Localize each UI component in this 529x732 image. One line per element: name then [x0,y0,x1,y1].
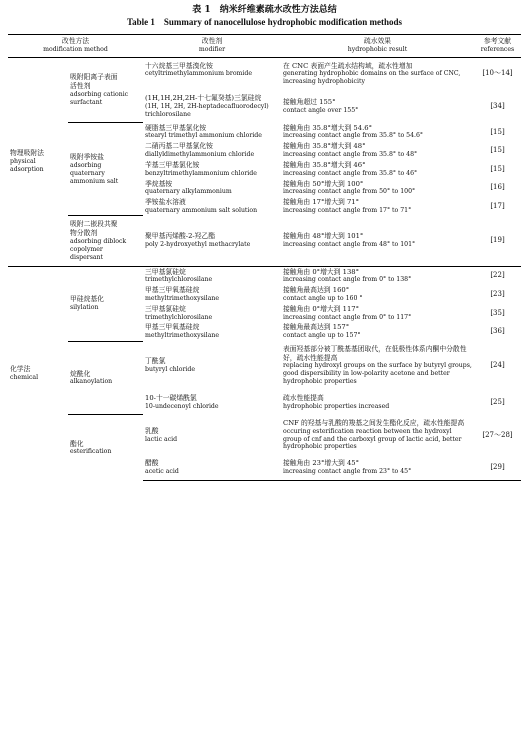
reference-cell: [23] [490,290,505,299]
table-row [8,266,521,285]
sub-esterification: 酯化 esterification [68,415,143,481]
header-result: 疏水效果 hydrophobic result [281,35,474,58]
reference-cell: [25] [490,398,505,407]
modifier-cell: 硬脂基三甲基氯化铵 stearyl trimethyl ammonium chloride [145,123,262,140]
header-method: 改性方法 modification method [8,35,143,58]
reference-cell: [15] [490,164,505,173]
modifier-cell: 季烷基铵 quaternary alkylammonium [145,179,232,196]
modifier-cell: 十六烷基三甲基溴化铵 cetyltrimethylammonium bromide [143,57,281,90]
result-cell: 在 CNC 表面产生疏水结构域，疏水性增加 generating hydrophobic domains on the surface of CNC, increasing hydrophobicity [281,57,474,90]
reference-cell: [17] [490,202,505,211]
sub-diblock: 吸附二嵌段共聚 物分散剂 adsorbing diblock copolymer dispersant [68,216,143,266]
modifier-cell: 季铵盐水溶液 quaternary ammonium salt solution [145,198,258,214]
result-cell: 接触角由 17°增大到 71° increasing contact angle from 17° to 71° [283,198,412,214]
result-cell: 接触角由 35.8°增大到 46° increasing contact angle from 35.8° to 46° [283,161,418,177]
reference-cell: [29] [474,455,521,480]
modifier-cell: 丁酰氯 butyryl chloride [145,357,196,374]
sub-silylation: 甲硅烷基化 silylation [68,266,143,341]
group-physical: 物理吸附法 physical adsorption [8,57,68,266]
modifier-cell: 三甲基氯硅烷 trimethylchlorosilane [143,266,281,285]
modifier-cell: 乳酸 lactic acid [145,426,178,443]
table-title-en: Table 1 Summary of nanocellulose hydrophobic modification methods [126,17,403,27]
result-cell: 接触角超过 155° contact angle over 155° [283,98,359,114]
modifier-cell: 三甲基氯硅烷 trimethylchlorosilane [145,304,213,321]
result-cell: 接触角由 23°增大到 45° increasing contact angle from 23° to 45° [281,455,474,480]
result-cell: 接触角由 0°增大到 117° increasing contact angle from 0° to 117° [283,304,412,321]
modifier-cell: 苄基三甲基氯化铵 benzyltrimethylammonium chloride [145,161,257,177]
result-cell: 表面羟基部分被丁酰基基团取代，在低极性体系内酮中分散性好，疏水性能提高 replacing hydroxyl groups on the surface by butyryl groups, good dispersibility in low-polarity acetone and better hydrophobic properties [283,345,472,386]
reference-cell: [16] [490,183,505,192]
result-cell: CNF 的羟基与乳酸的羧基之间发生酯化反应，疏水性能提高 occuring esterification reaction between the hydroxyl group of cnf and the carboxyl group of lactic acid, better hydrophobic properties [283,418,465,451]
modifier-cell: 二硝丙基二甲基氯化铵 diallyldimethylammonium chloride [145,142,255,159]
result-cell: 接触角最高达到 157° contact angle up to 157° [283,323,361,340]
reference-cell: [27～28] [482,430,513,439]
reference-cell: [36] [490,327,505,336]
result-cell: 疏水性能提高 hydrophobic properties increased [283,394,390,410]
result-cell: 接触角由 48°增大到 101° increasing contact angle from 48° to 101° [283,232,416,249]
table-row [8,341,521,390]
header-row [8,35,521,58]
reference-cell: [35] [490,308,505,317]
table-title-cn: 表 1 纳米纤维素疏水改性方法总结 [192,5,337,15]
table-row [8,57,521,90]
modifier-cell: 10-十一碳烯酰氯 10-undecenoyl chloride [145,394,219,410]
reference-cell: [10～14] [474,57,521,90]
modifier-cell: 甲基三甲氧基硅烷 methyltrimethoxysilane [145,286,220,302]
modifier-cell: 聚甲基丙烯酸-2-羟乙酯 poly 2-hydroxyethyl methacrylate [145,232,251,249]
reference-cell: [34] [490,101,505,110]
result-cell: 接触角最高达到 160° contact angle up to 160 ° [283,286,363,302]
sub-quaternary: 吸附季铵盐 adsorbing quaternary ammonium salt [68,123,143,216]
modifier-cell: 醋酸 acetic acid [143,455,281,480]
sub-cationic: 吸附阳离子表面 活性剂 adsorbing cationic surfactant [68,57,143,123]
result-cell: 接触角由 35.8°增大到 48° increasing contact angle from 35.8° to 48° [283,142,418,159]
result-cell: 接触角由 35.8°增大到 54.6° increasing contact angle from 35.8° to 54.6° [283,123,424,140]
reference-cell: [15] [490,127,505,136]
sub-alkanoylation: 烷酰化 alkanoylation [68,341,143,415]
modifier-cell: (1H,1H,2H,2H-十七氟癸基)三氯硅烷 (1H, 1H, 2H, 2H-heptadecafluorodecyl) trichlorosilane [145,94,269,118]
table-row [8,216,521,266]
reference-cell: [22] [474,266,521,285]
modifier-cell: 甲基三甲氧基硅烷 methyltrimethoxysilane [145,323,220,340]
reference-cell: [24] [490,361,505,370]
result-cell: 接触角由 50°增大到 100° increasing contact angle from 50° to 100° [283,179,416,196]
table-row [8,415,521,456]
table-row [8,123,521,142]
summary-table [8,34,521,481]
result-cell: 接触角由 0°增大到 138° increasing contact angle from 0° to 138° [281,266,474,285]
group-chemical: 化学法 chemical [8,266,68,480]
header-modifier: 改性剂 modifier [143,35,281,58]
header-references: 参考文献 references [474,35,521,58]
reference-cell: [15] [490,146,505,155]
reference-cell: [19] [490,236,505,245]
